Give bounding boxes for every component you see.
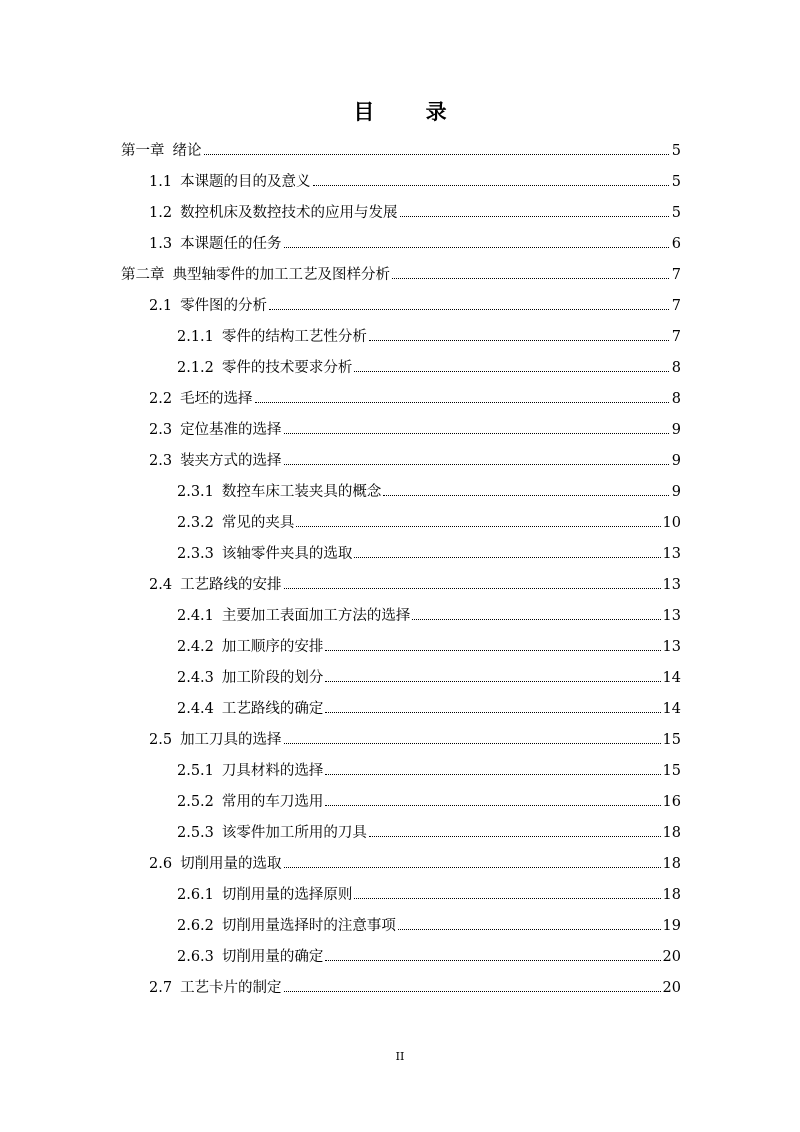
- toc-leader-dots: [325, 805, 660, 806]
- page-title: 目 录: [353, 99, 469, 124]
- toc-entry[interactable]: [121, 663, 681, 694]
- toc-entry-number: 2.6: [149, 856, 173, 872]
- toc-leader-dots: [204, 154, 670, 155]
- toc-entry-number: 第二章: [121, 267, 165, 283]
- toc-leader-dots: [325, 712, 660, 713]
- toc-entry-title: 本课题任的任务: [180, 236, 282, 252]
- toc-entry-number: 2.6.3: [177, 949, 214, 965]
- toc-entry-number: 2.3: [149, 422, 173, 438]
- toc-entry-title: 工艺卡片的制定: [180, 980, 282, 996]
- toc-entry[interactable]: [121, 446, 681, 477]
- toc-entry-title: 典型轴零件的加工工艺及图样分析: [172, 267, 390, 283]
- toc-entry-page: 14: [662, 701, 681, 717]
- toc-entry-number: 2.6.1: [177, 887, 214, 903]
- toc-leader-dots: [325, 681, 660, 682]
- toc-entry-title: 装夹方式的选择: [180, 453, 282, 469]
- toc-leader-dots: [296, 526, 660, 527]
- toc-entry-page: 7: [671, 298, 681, 314]
- toc-entry-number: 2.5.2: [177, 794, 214, 810]
- toc-leader-dots: [369, 340, 669, 341]
- toc-leader-dots: [284, 433, 669, 434]
- toc-entry-number: 1.2: [149, 205, 173, 221]
- toc-entry-page: 5: [671, 205, 681, 221]
- toc-entry-title: 定位基准的选择: [180, 422, 282, 438]
- toc-entry-title: 毛坯的选择: [180, 391, 253, 407]
- toc-entry-title: 数控机床及数控技术的应用与发展: [180, 205, 398, 221]
- toc-entry[interactable]: [121, 787, 681, 818]
- toc-entry-number: 2.4.2: [177, 639, 214, 655]
- toc-leader-dots: [383, 495, 669, 496]
- toc-entry-number: 2.4.4: [177, 701, 214, 717]
- toc-entry-page: 18: [662, 887, 681, 903]
- toc-entry[interactable]: [121, 880, 681, 911]
- toc-entry-title: 该零件加工所用的刀具: [221, 825, 367, 841]
- toc-entry[interactable]: [121, 229, 681, 260]
- toc-entry[interactable]: [121, 136, 681, 167]
- toc-entry-title: 该轴零件夹具的选取: [221, 546, 353, 562]
- toc-entry-title: 数控车床工装夹具的概念: [221, 484, 382, 500]
- toc-entry-page: 13: [662, 577, 681, 593]
- toc-entry-page: 7: [671, 267, 681, 283]
- toc-entry-number: 2.1: [149, 298, 173, 314]
- toc-entry-title: 切削用量的确定: [221, 949, 324, 965]
- toc-leader-dots: [325, 650, 660, 651]
- toc-leader-dots: [412, 619, 660, 620]
- toc-entry[interactable]: [121, 818, 681, 849]
- toc-entry[interactable]: [121, 415, 681, 446]
- toc-leader-dots: [325, 774, 660, 775]
- toc-entry[interactable]: [121, 167, 681, 198]
- toc-entry-page: 7: [671, 329, 681, 345]
- toc-entry-page: 5: [671, 143, 681, 159]
- toc-entry-page: 16: [662, 794, 681, 810]
- toc-entry-title: 工艺路线的确定: [221, 701, 324, 717]
- toc-entry[interactable]: [121, 694, 681, 725]
- toc-entry-title: 加工刀具的选择: [180, 732, 282, 748]
- toc-entry-number: 2.1.2: [177, 360, 214, 376]
- toc-entry-number: 2.5.3: [177, 825, 214, 841]
- toc-entry[interactable]: [121, 725, 681, 756]
- toc-entry-title: 切削用量的选取: [180, 856, 282, 872]
- toc-entry[interactable]: [121, 291, 681, 322]
- toc-leader-dots: [354, 898, 660, 899]
- toc-entry-number: 2.6.2: [177, 918, 214, 934]
- toc-entry-page: 15: [662, 763, 681, 779]
- toc-entry-page: 9: [671, 422, 681, 438]
- toc-entry-number: 2.3.2: [177, 515, 214, 531]
- toc-entry[interactable]: [121, 973, 681, 1004]
- toc-entry[interactable]: [121, 260, 681, 291]
- toc-entry[interactable]: [121, 384, 681, 415]
- toc-entry-number: 1.3: [149, 236, 173, 252]
- toc-entry-page: 8: [671, 360, 681, 376]
- toc-leader-dots: [325, 960, 660, 961]
- toc-leader-dots: [369, 836, 661, 837]
- toc-entry-page: 18: [662, 856, 681, 872]
- toc-entry-page: 20: [662, 949, 681, 965]
- toc-entry-page: 8: [671, 391, 681, 407]
- toc-entry-page: 15: [662, 732, 681, 748]
- toc-entry-title: 加工阶段的划分: [221, 670, 324, 686]
- toc-entry-title: 切削用量的选择原则: [221, 887, 353, 903]
- toc-entry[interactable]: [121, 477, 681, 508]
- toc-entry-title: 常用的车刀选用: [221, 794, 324, 810]
- toc-entry-page: 20: [662, 980, 681, 996]
- toc-entry[interactable]: [121, 508, 681, 539]
- toc-entry-number: 2.5.1: [177, 763, 214, 779]
- toc-entry-page: 5: [671, 174, 681, 190]
- toc-entry-number: 2.1.1: [177, 329, 214, 345]
- toc-entry[interactable]: [121, 942, 681, 973]
- toc-entry-page: 6: [671, 236, 681, 252]
- toc-entry-title: 刀具材料的选择: [221, 763, 324, 779]
- toc-leader-dots: [284, 247, 669, 248]
- toc-leader-dots: [255, 402, 669, 403]
- toc-entry-page: 9: [671, 484, 681, 500]
- toc-entry[interactable]: [121, 322, 681, 353]
- toc-entry-page: 14: [662, 670, 681, 686]
- page-number: II: [395, 1050, 405, 1063]
- toc-entry-page: 18: [662, 825, 681, 841]
- toc-leader-dots: [398, 929, 661, 930]
- toc-entry-page: 13: [662, 608, 681, 624]
- toc-entry-number: 2.3.3: [177, 546, 214, 562]
- toc-entry-title: 切削用量选择时的注意事项: [221, 918, 396, 934]
- toc-leader-dots: [313, 185, 669, 186]
- toc-leader-dots: [284, 743, 661, 744]
- toc-leader-dots: [354, 371, 669, 372]
- toc-leader-dots: [354, 557, 660, 558]
- toc-entry-title: 零件图的分析: [180, 298, 268, 314]
- toc-leader-dots: [284, 991, 661, 992]
- toc-leader-dots: [400, 216, 669, 217]
- toc-entry-number: 2.3: [149, 453, 173, 469]
- toc-entry-number: 2.2: [149, 391, 173, 407]
- toc-entry[interactable]: [121, 198, 681, 229]
- toc-leader-dots: [284, 464, 669, 465]
- toc-entry-title: 主要加工表面加工方法的选择: [221, 608, 411, 624]
- toc-entry[interactable]: [121, 570, 681, 601]
- toc-entry-number: 2.3.1: [177, 484, 214, 500]
- toc-entry-page: 19: [662, 918, 681, 934]
- toc-entry-number: 2.5: [149, 732, 173, 748]
- toc-entry[interactable]: [121, 353, 681, 384]
- toc-entry-title: 绪论: [172, 143, 202, 159]
- toc-entry-number: 2.4.1: [177, 608, 214, 624]
- toc-entry[interactable]: [121, 756, 681, 787]
- table-of-contents: [121, 136, 681, 1004]
- toc-entry-number: 2.4: [149, 577, 173, 593]
- toc-entry[interactable]: [121, 632, 681, 663]
- toc-leader-dots: [269, 309, 669, 310]
- toc-leader-dots: [284, 588, 661, 589]
- toc-entry-number: 2.7: [149, 980, 173, 996]
- toc-entry-title: 工艺路线的安排: [180, 577, 282, 593]
- toc-entry-page: 9: [671, 453, 681, 469]
- toc-entry[interactable]: [121, 539, 681, 570]
- toc-entry-title: 零件的技术要求分析: [221, 360, 353, 376]
- toc-entry[interactable]: [121, 911, 681, 942]
- toc-leader-dots: [392, 278, 669, 279]
- toc-entry-page: 13: [662, 546, 681, 562]
- toc-entry-page: 13: [662, 639, 681, 655]
- toc-entry[interactable]: [121, 849, 681, 880]
- toc-entry-number: 2.4.3: [177, 670, 214, 686]
- toc-entry-number: 1.1: [149, 174, 173, 190]
- toc-entry-number: 第一章: [121, 143, 165, 159]
- toc-entry-title: 常见的夹具: [221, 515, 295, 531]
- toc-entry-page: 10: [662, 515, 681, 531]
- toc-entry-title: 加工顺序的安排: [221, 639, 324, 655]
- toc-leader-dots: [284, 867, 661, 868]
- toc-entry[interactable]: [121, 601, 681, 632]
- toc-entry-title: 本课题的目的及意义: [180, 174, 311, 190]
- toc-entry-title: 零件的结构工艺性分析: [221, 329, 367, 345]
